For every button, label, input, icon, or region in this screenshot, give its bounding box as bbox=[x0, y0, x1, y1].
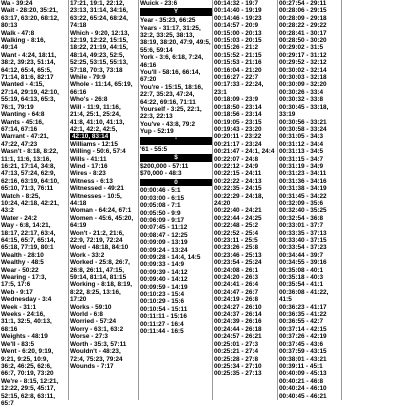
index-entry: You've - 43:8, 79:2 bbox=[140, 120, 196, 128]
index-entry: 00:09:24 - 13:24 bbox=[140, 246, 188, 254]
index-entry: Wills - 41:11 bbox=[70, 155, 107, 163]
index-entry: 00:28:06 - 29:15 bbox=[279, 7, 327, 15]
index-entry: 00:37:59 - 43:15 bbox=[279, 348, 327, 356]
index-entry: 00:14:57 - 20:9 bbox=[214, 22, 259, 30]
index-entry: 00:30:32 - 33:8 bbox=[279, 96, 324, 104]
index-entry: 00:19:43 - 23:20 bbox=[214, 125, 262, 133]
index-entry: Walking - 8:16, 49:14 bbox=[1, 37, 46, 52]
index-entry: 00:37:26 - 42:19 bbox=[279, 333, 327, 341]
index-entry: 00:15:53 - 21:16 bbox=[214, 59, 262, 67]
index-entry: 00:34:44 - 39:7 bbox=[279, 251, 324, 259]
index-entry: 00:24:39 - 26:16 bbox=[214, 318, 262, 326]
index-entry: 00:05:50 - 9:9 bbox=[140, 209, 181, 217]
index-column-4 bbox=[212, 0, 276, 400]
index-entry: Wanting - 64:8 bbox=[1, 111, 45, 119]
index-entry: Women - 45:6, 45:20, 64:19 bbox=[70, 214, 134, 230]
index-entry: 00:09:09 - 13:19 bbox=[140, 239, 188, 247]
index-entry: Wealthy - 48:5 bbox=[1, 259, 44, 267]
index-entry: 00:22:52 - 25:4 bbox=[214, 229, 259, 237]
index-entry: Years - 31:17, 31:25, 32:2, 33:25, 38:13, 38:19, 38:20, 47:9, 49:5, 55:6, 59:14 bbox=[140, 24, 211, 54]
index-entry: 00:40:24 - 46:10 bbox=[279, 385, 327, 393]
index-entry: 00:31:23 - 34:11 bbox=[279, 170, 327, 178]
index-entry: 00:39:11 - 45:1 bbox=[279, 362, 323, 370]
index-entry: 00:11:11 - 15:16 bbox=[140, 313, 187, 321]
index-entry: 00:27:54 - 29:11 bbox=[279, 0, 327, 7]
index-entry: 00:09:33 - 14:9 bbox=[140, 261, 185, 269]
index-entry: Water - 24:2 bbox=[1, 214, 37, 222]
index-entry: 00:31:45 - 34:22 bbox=[279, 192, 327, 200]
index-entry: 00:24:47 - 26:7 bbox=[214, 288, 259, 296]
index-entry: 00:07:45 - 11:12 bbox=[140, 224, 188, 232]
index-column-2 bbox=[68, 0, 136, 400]
index-entry: 00:22:48 - 25:2 bbox=[214, 222, 259, 230]
index-entry: 00:22:44 - 24:25 bbox=[214, 214, 262, 222]
index-entry: 00:33:01 - 37:7 bbox=[279, 222, 324, 230]
index-entry: Worried - 57:24 bbox=[70, 318, 117, 326]
index-entry: 00:14:32 - 19:7 bbox=[214, 0, 259, 7]
index-entry: You'll - 58:16, 66:14, 67:20 bbox=[140, 69, 201, 84]
index-entry: 00:28:41 - 30:17 bbox=[279, 29, 327, 37]
index-entry: 00:35:54 - 41:1 bbox=[279, 281, 324, 289]
index-entry: 00:31:13 - 34:5 bbox=[279, 148, 324, 156]
index-entry: Wouldn't - 48:23, 72:4, 75:23, 79:24 bbox=[70, 348, 123, 363]
index-entry: 00:25:34 - 27:10 bbox=[214, 362, 262, 370]
index-entry: 00:31:38 - 34:19 bbox=[279, 185, 327, 193]
index-entry: 00:16:04 - 21:20 bbox=[214, 66, 262, 74]
index-entry: 00:22:40 - 24:21 bbox=[214, 207, 262, 215]
index-entry: 00:15:52 - 21:15 bbox=[214, 51, 262, 59]
index-entry: Wednesday - 3:4 bbox=[1, 296, 52, 304]
index-entry: 00:40:45 - 46:21 bbox=[279, 392, 327, 400]
index-entry: Wait - 28:20, 35:21, 63:17, 63:20, 68:12, 80:13 bbox=[1, 7, 59, 30]
index-entry: Wants - 45:16, 67:14, 67:16 bbox=[1, 118, 44, 133]
index-entry: 00:24:44 - 26:18 bbox=[214, 325, 262, 333]
index-entry: 00:38:01 - 43:21 bbox=[279, 355, 327, 363]
index-entry: 00:22:35 - 24:15 bbox=[214, 185, 262, 193]
index-entry: Weights - 48:19 bbox=[1, 333, 48, 341]
index-entry: 00:25:35 - 27:13 bbox=[214, 370, 262, 378]
highlighted-reference: 42:10, 83:14 bbox=[72, 133, 109, 141]
index-entry: Weeks - 24:16, 31:1, 32:5, 40:13, 68:16 bbox=[1, 311, 52, 333]
index-entry: 00:20:11 - 23:22 bbox=[214, 133, 262, 141]
index-entry: 00:16:27 - 22:7 bbox=[214, 74, 259, 82]
index-entry: Wanted - 4:15, 27:14, 29:19, 42:10, 55:19, 64:13, 65:3, 76:1, 79:19 bbox=[1, 81, 59, 111]
index-entry: Word - 48:18, 84:10 bbox=[70, 244, 129, 252]
index-entry: 00:14:46 - 19:23 bbox=[214, 14, 262, 22]
index-entry: 00:09:59 - 14:19 bbox=[140, 283, 188, 291]
index-entry: Wires - 8:23 bbox=[70, 170, 106, 178]
index-entry: 00:09:40 - 14:12 bbox=[140, 276, 188, 284]
index-entry: 00:40:21 - 46:8 bbox=[279, 377, 324, 385]
index-entry: Wuick - 23:6 bbox=[140, 0, 178, 7]
index-entry: 00:35:08 - 40:1 bbox=[279, 266, 324, 274]
index-entry: 00:11:44 - 16:5 bbox=[140, 328, 184, 336]
index-entry: York - 3:6, 6:18, 7:24, 46:16 bbox=[140, 54, 204, 69]
index-entry: 00:29:17 - 31:12 bbox=[279, 51, 327, 59]
index-entry: While - 79:9 bbox=[70, 74, 106, 82]
index-entry: Williams - 12:15 bbox=[70, 140, 118, 148]
index-entry: 00:14:40 - 19:19 bbox=[214, 7, 262, 15]
index-entry: Witnessed - 49:21 bbox=[70, 185, 124, 193]
index-entry: 00:23:11 - 25:5 bbox=[214, 237, 258, 244]
index-entry: 00:31:15 - 34:7 bbox=[279, 155, 324, 163]
index-entry: Watch - 8:25, 10:24, 42:18, 42:21, 43:2 bbox=[1, 192, 59, 215]
index-entry: 00:22:29 - 24:18, 24:20 bbox=[214, 192, 264, 207]
index-entry: Wealth - 28:10 bbox=[1, 251, 44, 259]
index-entry: 00:23:46 - 25:13 bbox=[214, 251, 262, 259]
index-entry: $200,000 - 57:11 bbox=[140, 162, 189, 170]
index-entry: 00:05:08 - 7:1 bbox=[140, 202, 181, 210]
index-entry: 00:24:57 - 26:21 bbox=[214, 333, 262, 341]
index-entry: 00:23:54 - 25:24 bbox=[214, 259, 262, 267]
index-entry: Yup - 52:19 bbox=[140, 128, 174, 136]
index-entry: 00:22:07 - 24:8 bbox=[214, 155, 259, 163]
index-entry: 00:31:36 - 34:16 bbox=[279, 177, 327, 185]
index-entry: 00:24:19 - 26:8 bbox=[214, 296, 259, 304]
index-entry: 00:25:01 - 27:3 bbox=[214, 340, 259, 348]
index-entry: We'll - 83:5 bbox=[1, 340, 35, 348]
index-entry: 00:31:05 - 34:3 bbox=[279, 133, 324, 141]
index-entry: 00:15:00 - 20:13 bbox=[214, 29, 262, 37]
letter-header-y: Y bbox=[140, 8, 212, 16]
index-entry: 00:18:09 - 23:9 bbox=[214, 96, 259, 104]
index-entry: 00:10:29 - 15:6 bbox=[140, 298, 185, 306]
index-entry: 00:33:54 - 37:23 bbox=[279, 244, 327, 252]
index-entry: 00:21:47 - 24:1, 24:4 bbox=[214, 148, 275, 156]
index-entry: 00:30:26 - 33:4 bbox=[279, 88, 324, 96]
index-entry: 00:15:26 - 21:2 bbox=[214, 44, 259, 52]
index-entry: 00:30:58 - 33:24 bbox=[279, 125, 327, 133]
index-entry: 00:22:15 - 24:11 bbox=[214, 170, 262, 178]
index-entry: Way - 6:8, 14:21, 18:17, 22:17, 63:4, 64:15, 65:7, 65:14, 65:18, 77:19, 80:1 bbox=[1, 222, 56, 252]
index-entry: Went - 6:20, 9:19, 9:21, 9:25, 10:9, 36:2, 46:25, 62:6, 66:7, 70:19, 73:20 bbox=[1, 348, 54, 378]
letter-header-dollar: $ bbox=[140, 154, 212, 162]
index-entry: 00:23:26 - 25:8 bbox=[214, 244, 259, 252]
index-entry: You're - 15:15, 18:16, 22:7, 35:23, 47:24, 64:22, 69:16, 71:11 bbox=[140, 83, 203, 106]
index-entry: 17:21, 19:1, 22:12, 23:13, 31:14, 34:16, 63:22, 65:24, 68:24, 74:18 bbox=[70, 0, 128, 30]
index-entry: Who's - 26:8 bbox=[70, 96, 108, 104]
index-entry: 00:25:28 - 27:8 bbox=[214, 355, 259, 363]
index-entry: 00:31:19 - 34:9 bbox=[279, 162, 324, 170]
index-column-5 bbox=[277, 0, 341, 400]
index-entry: 00:31:12 - 34:4 bbox=[279, 140, 324, 148]
index-entry: Witnesses - 10:5, 44:18 bbox=[70, 192, 122, 207]
letter-header-zero: 0 bbox=[140, 179, 212, 187]
index-entry: Worth - 35:3, 57:11 bbox=[70, 340, 127, 348]
index-entry: 00:29:02 - 31:5 bbox=[279, 44, 324, 52]
index-column-6 bbox=[341, 0, 402, 400]
index-entry: Woman - 64:24, 67:1 bbox=[70, 207, 132, 215]
index-entry: 00:06:09 - 9:17 bbox=[140, 216, 185, 224]
index-entry: 00:10:54 - 15:11 bbox=[140, 305, 188, 313]
index-entry: 00:30:56 - 33:21 bbox=[279, 118, 327, 126]
index-entry: 00:35:18 - 40:3 bbox=[279, 274, 324, 282]
index-entry: 00:36:35 - 41:22 bbox=[279, 311, 327, 319]
index-entry: 00:24:37 - 26:14 bbox=[214, 311, 262, 319]
index-entry: 00:29:52 - 32:12 bbox=[279, 59, 327, 67]
index-entry: Wounds - 7:17 bbox=[70, 362, 114, 370]
index-entry: 00:25:21 - 27:4 bbox=[214, 348, 259, 356]
letter-header-quote: ' bbox=[140, 137, 212, 145]
index-entry: Wasn't - 8:18, 8:22, 11:1, 11:6, 13:16, 16:21, 17:14, 34:8, 47:13, 57:24, 62:9, 62:16, 63:19, 64:10, 65:10, 71:3, 76:11 bbox=[1, 148, 59, 193]
index-entry: 00:34:55 - 39:16 bbox=[279, 259, 327, 267]
index-entry: Willing - 50:6, 57:4 bbox=[70, 148, 126, 156]
index-entry: Want - 4:24, 18:11, 38:2, 39:23, 51:14, 64:12, 65:4, 65:5, 71:14, 81:6, 82:17 bbox=[1, 51, 57, 82]
index-entry: World - 6:8 bbox=[70, 311, 103, 319]
index-entry: 00:08:47 - 12:25 bbox=[140, 231, 188, 239]
index-entry: Which - 9:20, 12:13, 12:19, 12:22, 15:15, 18:22, 21:19, 44:15, 48:14, 49:23, 52:5, 52:25, 53:15, 55:13, 57:18, 70:3, 73:18 bbox=[70, 29, 130, 74]
index-entry: Works - 59:10 bbox=[70, 303, 112, 311]
index-entry: Wear - 50:22 bbox=[1, 266, 39, 274]
index-entry: Worked - 25:8, 26:7, 26:8, 26:11, 47:15, 59:14, 81:14, 81:15 bbox=[70, 259, 130, 282]
index-entry: Will - 11:9, 11:16, 21:4, 25:1, 25:24, 41:8, 41:10, 41:13, 42:1, 42:2, 42:5, 42:10, 83:14 bbox=[70, 103, 125, 141]
index-entry: 00:18:56 - 23:14 bbox=[214, 111, 262, 119]
index-entry: 00:15:03 - 20:15 bbox=[214, 37, 262, 45]
index-entry: 00:33:35 - 37:13 bbox=[279, 229, 327, 237]
index-entry: 00:17:33 - 22:24, 23:1 bbox=[214, 81, 264, 96]
index-entry: 00:30:03 - 32:18 bbox=[279, 74, 327, 82]
index-entry: 00:30:02 - 32:14 bbox=[279, 66, 327, 74]
index-column-1 bbox=[1, 0, 59, 407]
index-entry: 00:18:50 - 23:14 bbox=[214, 103, 262, 111]
index-entry: 00:19:05 - 23:15 bbox=[214, 118, 262, 126]
index-entry: Wind - 17:16 bbox=[70, 162, 108, 170]
index-entry: 00:32:40 - 35:25 bbox=[279, 207, 327, 215]
index-entry: 00:11:27 - 16:4 bbox=[140, 320, 184, 328]
index-entry: 00:09:28 - 14:4, 14:5 bbox=[140, 253, 201, 261]
index-entry: 00:24:20 - 26:3 bbox=[214, 274, 259, 282]
index-entry: 00:33:40 - 37:15 bbox=[279, 237, 327, 244]
index-entry: 00:36:55 - 42:7 bbox=[279, 318, 324, 326]
index-entry: Work - 33:2 bbox=[70, 251, 105, 259]
index-entry: Web - 9:17 bbox=[1, 288, 33, 296]
index-entry: Year - 35:23, 66:25 bbox=[140, 17, 196, 25]
index-entry: 00:21:17 - 23:24 bbox=[214, 140, 262, 148]
index-entry: '61 - 55:5 bbox=[140, 145, 168, 153]
index-entry: 00:30:09 - 32:20 bbox=[279, 81, 327, 89]
index-entry: 00:32:54 - 36:8 bbox=[279, 214, 324, 222]
index-entry: 00:28:22 - 29:22 bbox=[279, 22, 327, 30]
index-entry: Whole - 11:14, 65:19, 66:16 bbox=[70, 81, 133, 96]
index-entry: Witness - 6:13 bbox=[70, 177, 113, 185]
index-entry: 00:24:41 - 26:4 bbox=[214, 281, 259, 289]
index-entry: 00:24:08 - 26:1 bbox=[214, 266, 259, 274]
index-entry: 00:36:08 - 41:22, 41:5 bbox=[279, 288, 329, 304]
index-entry: $70,000 - 48:3 bbox=[140, 170, 182, 178]
index-entry: 00:37:45 - 43:6 bbox=[279, 340, 324, 348]
index-entry: 00:09:39 - 14:12 bbox=[140, 268, 188, 276]
index-entry: 00:22:12 - 24:9 bbox=[214, 162, 259, 170]
index-entry: 00:32:09 - 35:6 bbox=[279, 199, 324, 207]
index-entry: 00:30:45 - 33:18, 33:19 bbox=[279, 103, 329, 119]
index-entry: 00:36:23 - 41:17 bbox=[279, 303, 327, 311]
index-entry: 00:00:46 - 5:1 bbox=[140, 187, 181, 195]
index-entry: We're - 8:15, 12:21, 12:22, 29:5, 45:17, 52:15, 62:8, 63:11, 65:7 bbox=[1, 377, 59, 407]
index-entry: 00:28:50 - 30:20 bbox=[279, 37, 327, 45]
index-entry: Worry - 63:1, 63:2 bbox=[70, 325, 124, 333]
index-entry: Wa - 39:24 bbox=[1, 0, 33, 7]
index-entry: 00:40:09 - 45:13 bbox=[279, 370, 327, 378]
index-entry: 00:10:23 - 15:4 bbox=[140, 291, 185, 298]
index-entry: Week - 31:1 bbox=[1, 303, 37, 311]
index-entry: Won't - 21:2, 21:6, 22:9, 72:19, 72:24 bbox=[70, 229, 124, 244]
index-entry: Wearing - 17:3, 17:5, 17:6 bbox=[1, 274, 47, 289]
index-entry: Working - 8:18, 8:19, 8:22, 8:25, 13:16, 17:20 bbox=[70, 281, 133, 304]
index-entry: 00:03:00 - 6:15 bbox=[140, 194, 185, 202]
index-entry: 00:37:14 - 42:15 bbox=[279, 325, 327, 333]
index-entry: Walk - 47:8 bbox=[1, 29, 35, 37]
index-entry: Yourself - 3:25, 22:1, 22:3, 22:13 bbox=[140, 106, 202, 121]
index-entry: 00:22:22 - 24:13 bbox=[214, 177, 262, 185]
index-column-3 bbox=[138, 0, 212, 400]
index-entry: Worse - 27:3 bbox=[70, 333, 108, 341]
index-entry: 00:24:27 - 26:10 bbox=[214, 303, 262, 311]
index-entry: 00:28:09 - 29:18 bbox=[279, 14, 327, 22]
index-entry: Warrant - 47:21, 47:22, 47:23 bbox=[1, 133, 49, 148]
